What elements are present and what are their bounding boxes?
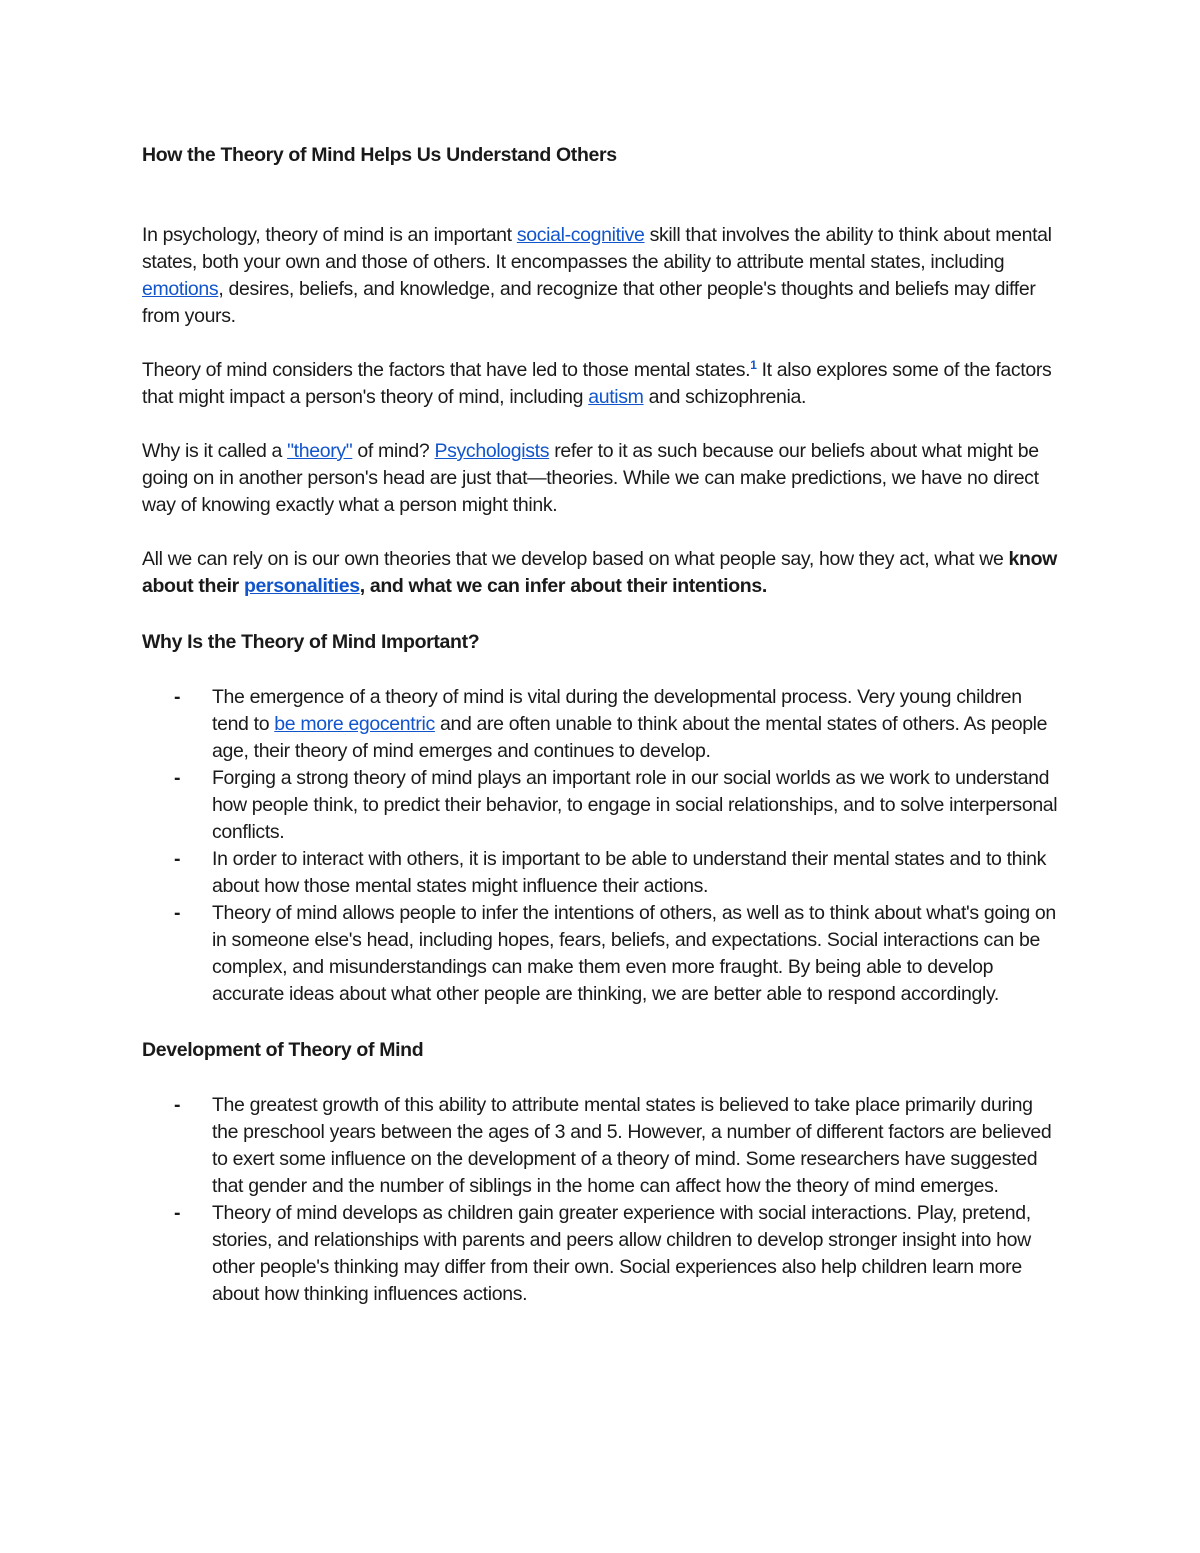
list-item-text: The emergence of a theory of mind is vital during the developmental process. Very young children tend to — [212, 686, 1022, 735]
section-heading-importance: Why Is the Theory of Mind Important? — [142, 631, 480, 653]
dash-bullet: - — [174, 1094, 181, 1116]
development-list — [142, 1092, 1062, 1308]
link-autism[interactable]: autism — [588, 386, 644, 408]
list-item-text: Theory of mind develops as children gain greater experience with social interactions. Play, pretend, stories, and relationships with parents and peers allow children to develop stronger insight into how other people's thinking may differ from their own. Social experiences also help children learn more about how thinking influences actions. — [212, 1202, 1031, 1305]
paragraph-text: skill that involves the ability to think about mental states, both your own and those of others. It encompasses the ability to attribute mental states, including — [142, 224, 1052, 273]
paragraph-text: In psychology, theory of mind is an important — [142, 224, 517, 246]
bold-text: , and what we can infer about their intentions. — [359, 575, 767, 597]
link-social-cognitive[interactable]: social-cognitive — [516, 224, 645, 246]
paragraph-text: It also explores some of the factors that might impact a person's theory of mind, including — [142, 359, 1052, 408]
list-item — [174, 900, 1062, 1008]
paragraph-text: All we can rely on is our own theories that we develop based on what people say, how they act, what we — [142, 548, 1009, 570]
paragraph-intro — [142, 222, 1062, 330]
paragraph-factors — [142, 357, 1062, 411]
paragraph-text: Why is it called a — [142, 440, 288, 462]
dash-bullet: - — [174, 902, 181, 924]
paragraph-text: , desires, beliefs, and knowledge, and recognize that other people's thoughts and beliefs may differ from yours. — [142, 278, 1036, 327]
paragraph-text: refer to it as such because our beliefs about what might be going on in another person's head are just that—theories. While we can make predictions, we have no direct way of knowing exactly what a person might think. — [142, 440, 1039, 516]
list-item-text: The greatest growth of this ability to attribute mental states is believed to take place primarily during the preschool years between the ages of 3 and 5. However, a number of different factors are believed to exert some influence on the development of a theory of mind. Some researchers have suggested that gender and the number of siblings in the home can affect how the theory of mind emerges. — [212, 1094, 1052, 1197]
list-item — [174, 765, 1062, 846]
bold-text: know about their — [142, 548, 1057, 597]
list-item — [174, 846, 1062, 900]
dash-bullet: - — [174, 767, 181, 789]
document-page — [142, 140, 1062, 1335]
link-theory[interactable]: "theory" — [287, 440, 353, 462]
list-item — [174, 1200, 1062, 1308]
list-item-text: Forging a strong theory of mind plays an important role in our social worlds as we work to understand how people think, to predict their behavior, to engage in social relationships, and to solve interpersonal conflicts. — [212, 767, 1058, 843]
dash-bullet: - — [174, 848, 181, 870]
footnote-reference[interactable]: 1 — [750, 358, 757, 372]
list-item-text: Theory of mind allows people to infer the intentions of others, as well as to think about what's going on in someone else's head, including hopes, fears, beliefs, and expectations. Social interactions can be complex, and misunderstandings can make them even more fraught. By being able to develop accurate ideas about what other people are thinking, we are better able to respond accordingly. — [212, 902, 1056, 1005]
importance-list — [142, 684, 1062, 1008]
list-item-text: In order to interact with others, it is important to be able to understand their mental states and to think about how those mental states might influence their actions. — [212, 848, 1047, 897]
paragraph-text: Theory of mind considers the factors that have led to those mental states. — [142, 359, 751, 381]
link-psychologists[interactable]: Psychologists — [434, 440, 550, 462]
section-heading-development: Development of Theory of Mind — [142, 1039, 424, 1061]
list-item — [174, 1092, 1062, 1200]
list-item — [174, 684, 1062, 765]
document-title: How the Theory of Mind Helps Us Understand Others — [142, 144, 617, 166]
link-egocentric[interactable]: be more egocentric — [274, 713, 435, 735]
link-emotions[interactable]: emotions — [142, 278, 219, 300]
list-item-text: and are often unable to think about the mental states of others. As people age, their theory of mind emerges and continues to develop. — [212, 713, 1048, 762]
paragraph-rely — [142, 546, 1062, 600]
paragraph-text: and schizophrenia. — [643, 386, 807, 408]
paragraph-why-theory — [142, 438, 1062, 519]
dash-bullet: - — [174, 686, 181, 708]
paragraph-text: of mind? — [352, 440, 435, 462]
dash-bullet: - — [174, 1202, 181, 1224]
link-personalities[interactable]: personalities — [243, 575, 360, 597]
